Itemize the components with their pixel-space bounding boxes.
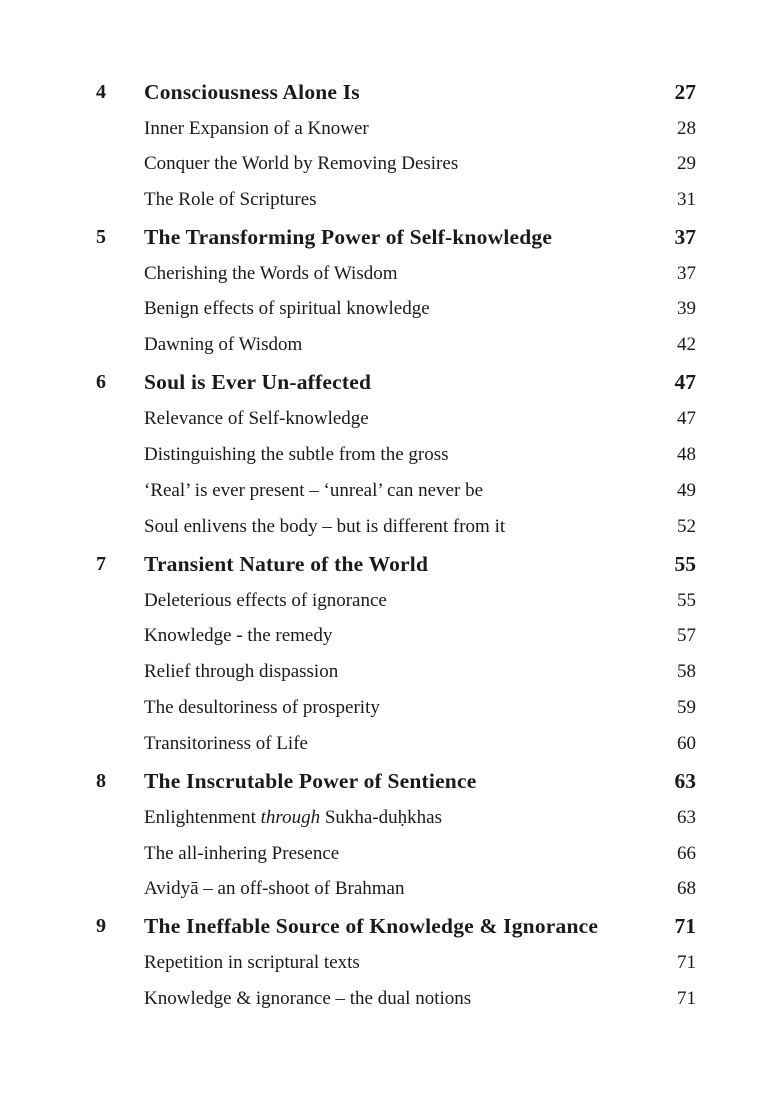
chapter-entry[interactable]	[0, 74, 780, 110]
section-entry[interactable]	[0, 726, 780, 762]
section-title: The desultoriness of prosperity	[144, 697, 380, 718]
section-entry[interactable]	[0, 800, 780, 836]
section-title: Dawning of Wisdom	[144, 334, 303, 355]
chapter-entry[interactable]	[0, 908, 780, 944]
section-entry[interactable]	[0, 618, 780, 654]
chapter-number: 6	[96, 371, 106, 393]
chapter-page: 37	[674, 225, 696, 249]
section-page: 59	[677, 697, 696, 718]
chapter-page: 71	[674, 914, 696, 938]
section-entry[interactable]	[0, 583, 780, 619]
section-entry[interactable]	[0, 473, 780, 509]
chapter-number: 8	[96, 770, 106, 792]
section-entry[interactable]	[0, 981, 780, 1017]
section-title: The Role of Scriptures	[144, 189, 317, 210]
chapter-number: 9	[96, 915, 106, 937]
section-entry[interactable]	[0, 509, 780, 545]
section-title: ‘Real’ is ever present – ‘unreal’ can never be	[144, 480, 484, 501]
chapter-number: 4	[96, 81, 106, 103]
section-page: 55	[677, 590, 696, 611]
section-title: Relevance of Self-knowledge	[144, 408, 369, 429]
chapter-number: 5	[96, 226, 106, 248]
section-title: The all-inhering Presence	[144, 843, 340, 864]
chapter-number: 7	[96, 553, 106, 575]
chapter-entry[interactable]	[0, 219, 780, 255]
section-page: 52	[677, 516, 696, 537]
chapter-page: 27	[674, 80, 696, 104]
section-page: 48	[677, 444, 696, 465]
section-entry[interactable]	[0, 146, 780, 182]
section-entry[interactable]	[0, 111, 780, 147]
section-title: Deleterious effects of ignorance	[144, 590, 387, 611]
section-entry[interactable]	[0, 836, 780, 872]
section-title: Benign effects of spiritual knowledge	[144, 298, 430, 319]
section-title-part: Enlightenment	[144, 807, 261, 828]
chapter-title: The Ineffable Source of Knowledge & Ignorance	[144, 914, 599, 938]
section-title-italic: through	[260, 807, 321, 828]
chapter-title: Soul is Ever Un-affected	[144, 370, 372, 394]
section-page: 57	[677, 625, 696, 646]
section-title: Avidyā – an off-shoot of Brahman	[144, 878, 405, 899]
chapter-page: 63	[674, 769, 696, 793]
section-title: Knowledge & ignorance – the dual notions	[144, 988, 472, 1009]
chapter-entry[interactable]	[0, 546, 780, 582]
section-entry[interactable]	[0, 945, 780, 981]
chapter-title: The Transforming Power of Self-knowledge	[144, 225, 553, 249]
section-entry[interactable]	[0, 871, 780, 907]
section-title: Transitoriness of Life	[144, 733, 308, 754]
section-page: 28	[677, 118, 696, 139]
section-page: 49	[677, 480, 696, 501]
section-page: 60	[677, 733, 696, 754]
section-entry[interactable]	[0, 401, 780, 437]
section-page: 66	[677, 843, 696, 864]
section-entry[interactable]	[0, 327, 780, 363]
section-entry[interactable]	[0, 182, 780, 218]
chapter-title: Consciousness Alone Is	[144, 80, 360, 104]
section-entry[interactable]	[0, 437, 780, 473]
section-page: 71	[677, 952, 696, 973]
section-page: 63	[677, 807, 696, 828]
section-entry[interactable]	[0, 690, 780, 726]
chapter-page: 55	[674, 552, 696, 576]
section-title: Knowledge - the remedy	[144, 625, 333, 646]
section-title: Soul enlivens the body – but is different from it	[144, 516, 506, 537]
section-page: 71	[677, 988, 696, 1009]
section-page: 37	[677, 263, 696, 284]
section-title: Inner Expansion of a Knower	[144, 118, 369, 139]
section-title: Cherishing the Words of Wisdom	[144, 263, 398, 284]
chapter-title: The Inscrutable Power of Sentience	[144, 769, 477, 793]
chapter-entry[interactable]	[0, 763, 780, 799]
section-title	[144, 806, 442, 830]
section-page: 68	[677, 878, 696, 899]
section-title: Distinguishing the subtle from the gross	[144, 444, 449, 465]
section-title-part: Sukha-duḥkhas	[320, 807, 442, 828]
section-page: 47	[677, 408, 696, 429]
chapter-entry[interactable]	[0, 364, 780, 400]
section-page: 31	[677, 189, 696, 210]
section-page: 42	[677, 334, 696, 355]
section-title: Conquer the World by Removing Desires	[144, 153, 459, 174]
section-entry[interactable]	[0, 256, 780, 292]
section-page: 58	[677, 661, 696, 682]
section-page: 29	[677, 153, 696, 174]
section-entry[interactable]	[0, 654, 780, 690]
chapter-page: 47	[674, 370, 696, 394]
section-title: Repetition in scriptural texts	[144, 952, 360, 973]
section-page: 39	[677, 298, 696, 319]
section-entry[interactable]	[0, 291, 780, 327]
section-title: Relief through dispassion	[144, 661, 339, 682]
chapter-title: Transient Nature of the World	[144, 552, 429, 576]
